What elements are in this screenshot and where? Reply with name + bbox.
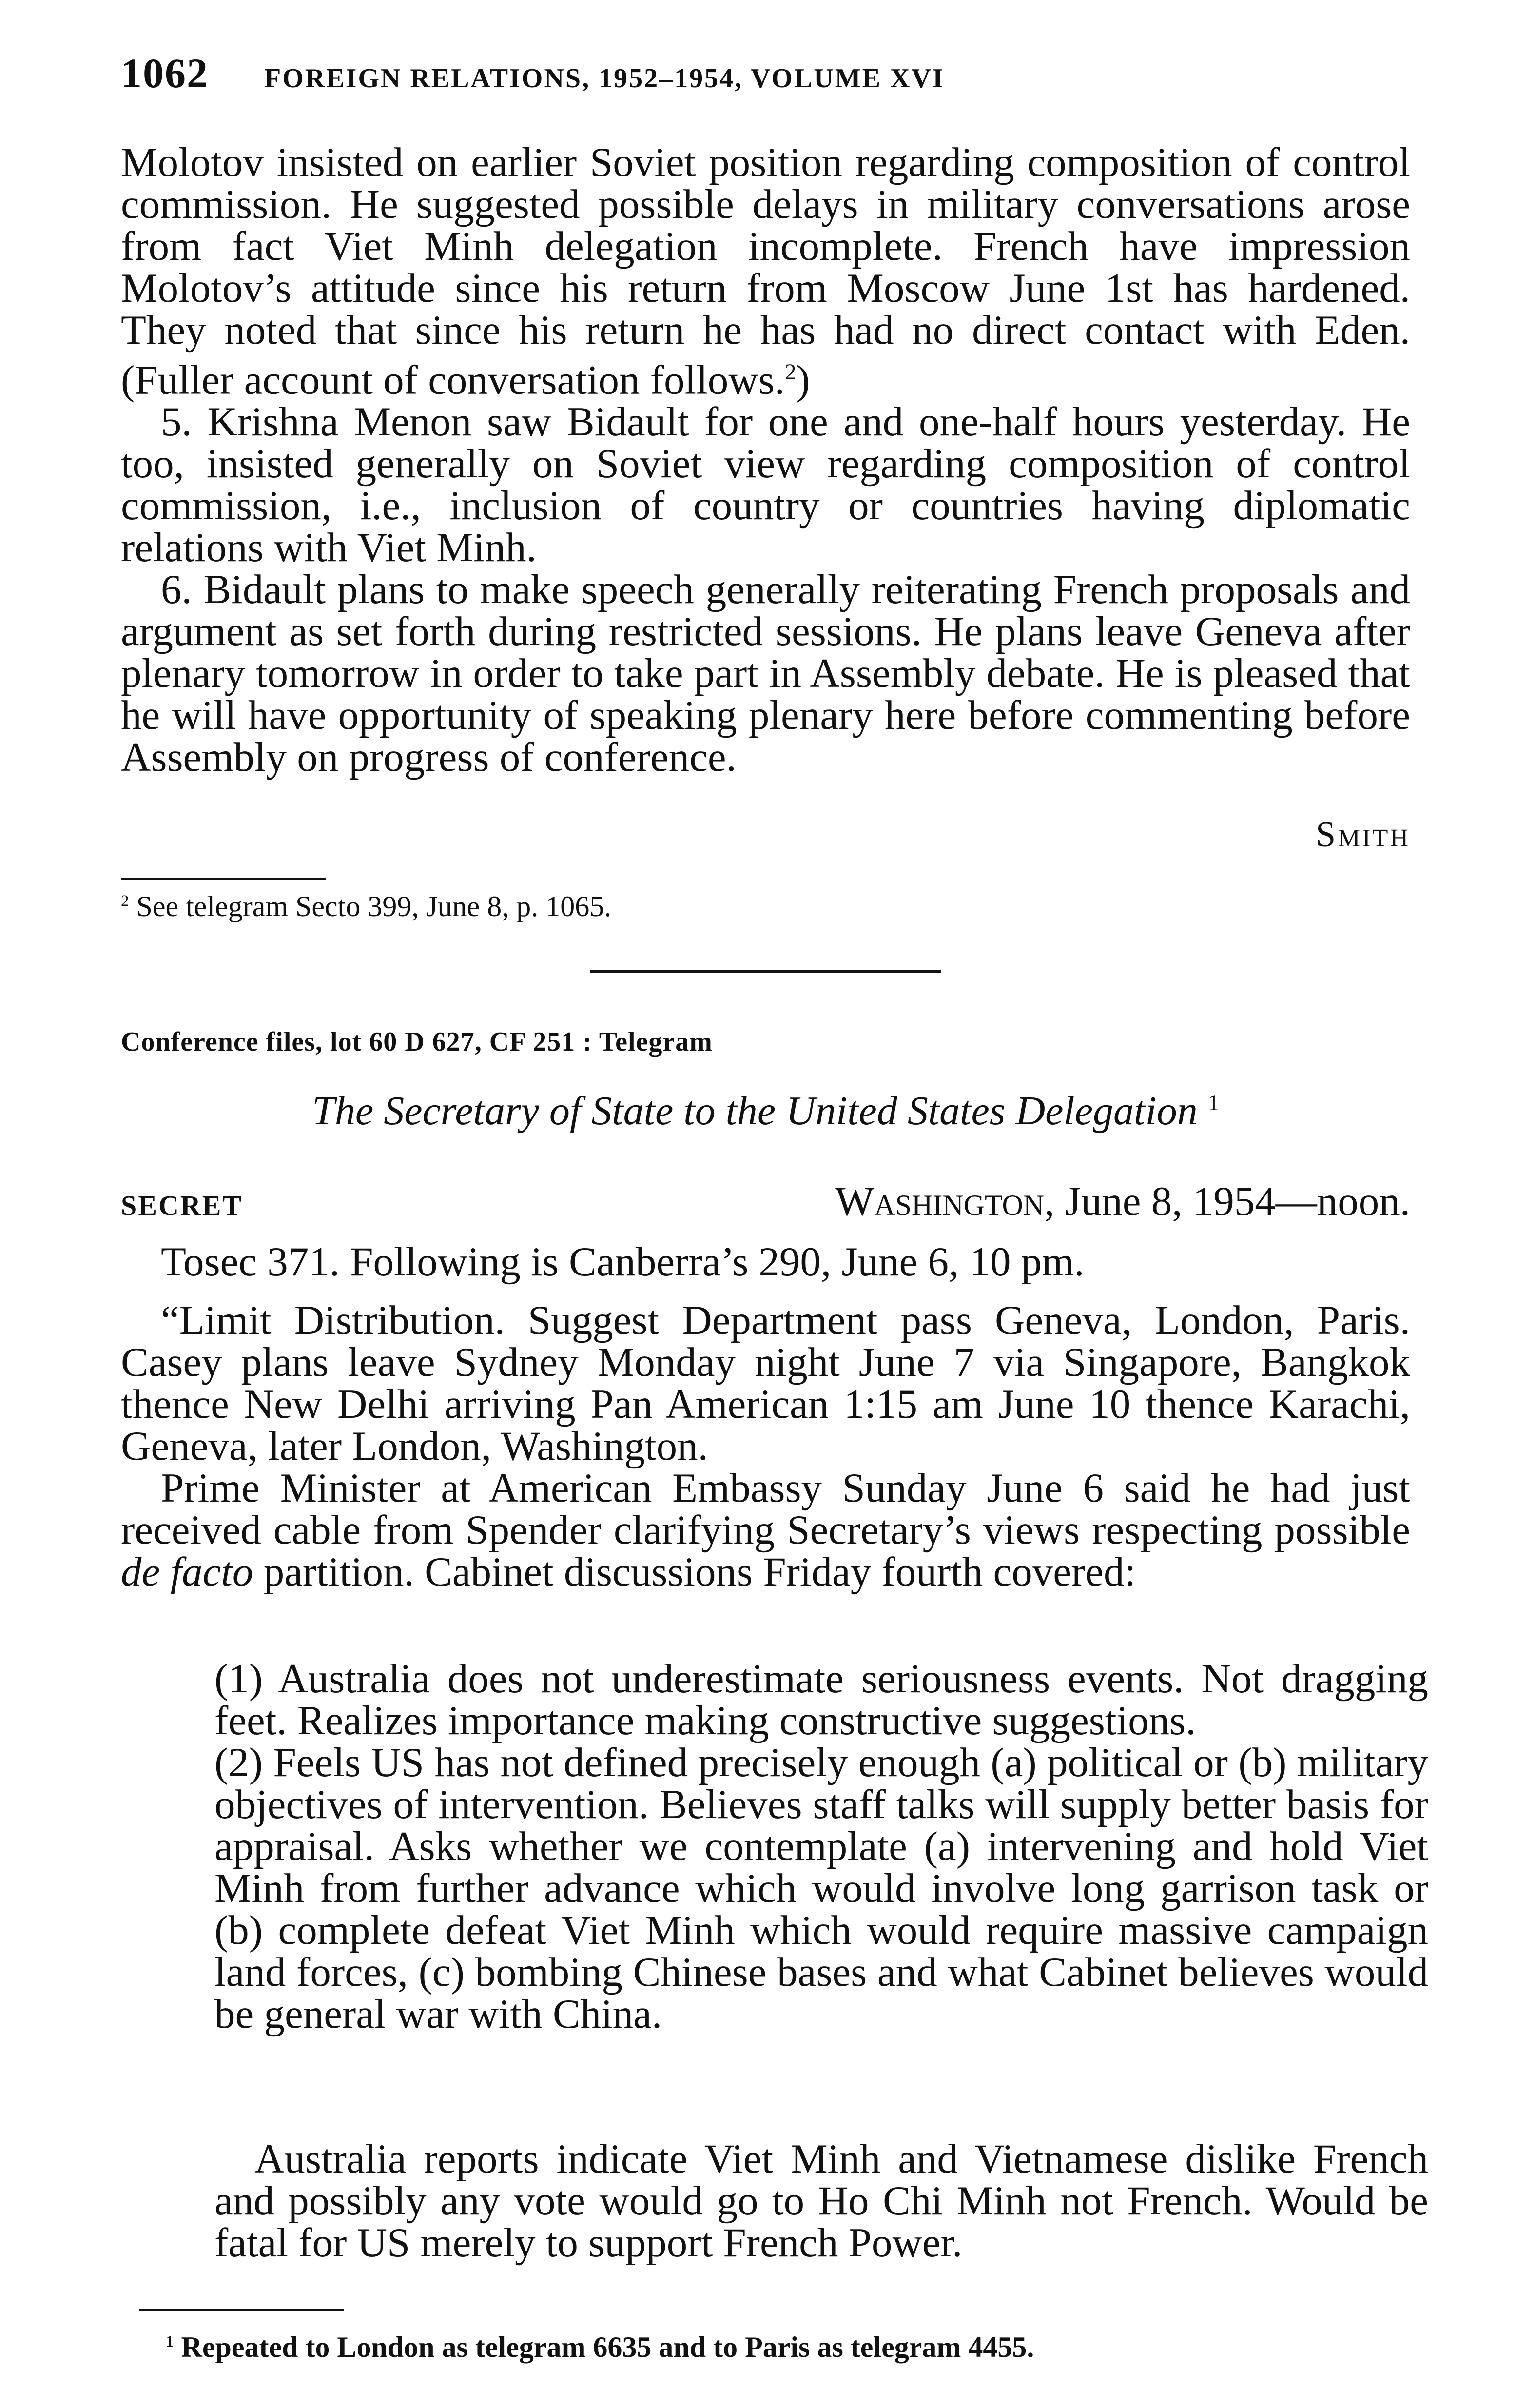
tosec-line: Tosec 371. Following is Canberra’s 290, June 6, 10 pm. xyxy=(161,1239,1085,1285)
footnote-2-text: See telegram Secto 399, June 8, p. 1065. xyxy=(136,890,612,922)
paragraph-molotov: Molotov insisted on earlier Soviet position regarding composition of control commission. He suggested possible delays in military conversations arose from fact Viet Minh delegation incomplete. French have impression Molotov’s attitude since his return from Moscow June 1st has hardened. They noted that since his return he has had no direct contact with Eden. (Fuller account of conversation follows.$^2$) xyxy=(121,139,1410,403)
list-item: (1) Australia does not underestimate seriousness events. Not dragging feet. Realizes importance making constructive suggestions. xyxy=(214,1656,1428,1743)
document-title: The Secretary of State to the United States Delegation $^1$ xyxy=(312,1088,1219,1134)
signature-block xyxy=(121,814,1410,856)
paragraph-prime-minister: Prime Minister at American Embassy Sunday June 6 said he had just received cable from Spender clarifying Secretary’s views respecting possible de facto partition. Cabinet discussions Friday fourth covered: xyxy=(121,1465,1410,1595)
footnote-1 xyxy=(166,2326,1455,2363)
signature: Smith xyxy=(1315,815,1410,855)
paragraph-limit-distribution: “Limit Distribution. Suggest Department pass Geneva, London, Paris. Casey plans leave Sydney Monday night June 7 via Singapore, Bangkok thence New Delhi arriving Pan American 1:15 am June 10 thence Karachi, Geneva, later London, Washington. xyxy=(121,1297,1410,1469)
source-note: Conference files, lot 60 D 627, CF 251 : Telegram xyxy=(121,1027,713,1057)
footnote-1-text: Repeated to London as telegram 6635 and to Paris as telegram 4455. xyxy=(181,2331,1034,2363)
document-separator xyxy=(590,970,941,973)
cabinet-points xyxy=(214,1658,1428,2035)
footnote-mark-1: 1 xyxy=(166,2333,174,2350)
document-2-body xyxy=(121,1241,1410,1593)
footnote-mark-2: 2 xyxy=(121,892,129,910)
list-item: (2) Feels US has not defined precisely enough (a) political or (b) military objectives of intervention. Believes staff talks will supply better basis for appraisal. Asks whether we contemplate (a) intervening and hold Viet Minh from further advance which would involve long garrison task or (b) complete defeat Viet Minh which would require massive campaign land forces, (c) bombing Chinese bases and what Cabinet believes would be general war with China. xyxy=(214,1740,1428,2037)
document-1-body xyxy=(121,139,1410,781)
classification-label: SECRET xyxy=(121,1190,243,1221)
footnote-ref-1[interactable]: 1 xyxy=(1207,1090,1219,1115)
running-head: FOREIGN RELATIONS, 1952–1954, VOLUME XVI xyxy=(264,63,945,94)
footnote-divider xyxy=(121,878,326,880)
footnote-divider-2 xyxy=(139,2309,344,2311)
paragraph-australia-block xyxy=(214,2138,1428,2264)
dateline-row xyxy=(121,1177,1410,1225)
paragraph-6: 6. Bidault plans to make speech generally reiterating French proposals and argument as set forth during restricted sessions. He plans leave Geneva after plenary tomorrow in order to take part in Assembly debate. He is pleased that he will have opportunity of speaking plenary here before commenting before Assembly on progress of conference. xyxy=(121,567,1410,781)
paragraph-5: 5. Krishna Menon saw Bidault for one and one-half hours yesterday. He too, insisted generally on Soviet view regarding composition of control commission, i.e., inclusion of country or countries having diplomatic relations with Viet Minh. xyxy=(121,399,1410,571)
footnote-2 xyxy=(121,885,1410,922)
page-number: 1062 xyxy=(121,50,209,97)
paragraph-australia: Australia reports indicate Viet Minh and Vietnamese dislike French and possibly any vote would go to Ho Chi Minh not French. Would be fatal for US merely to support French Power. xyxy=(214,2136,1428,2266)
page-header xyxy=(121,49,1437,98)
footnote-ref-2[interactable]: 2 xyxy=(785,359,797,385)
dateline: Washington, June 8, 1954—noon. xyxy=(835,1178,1410,1224)
